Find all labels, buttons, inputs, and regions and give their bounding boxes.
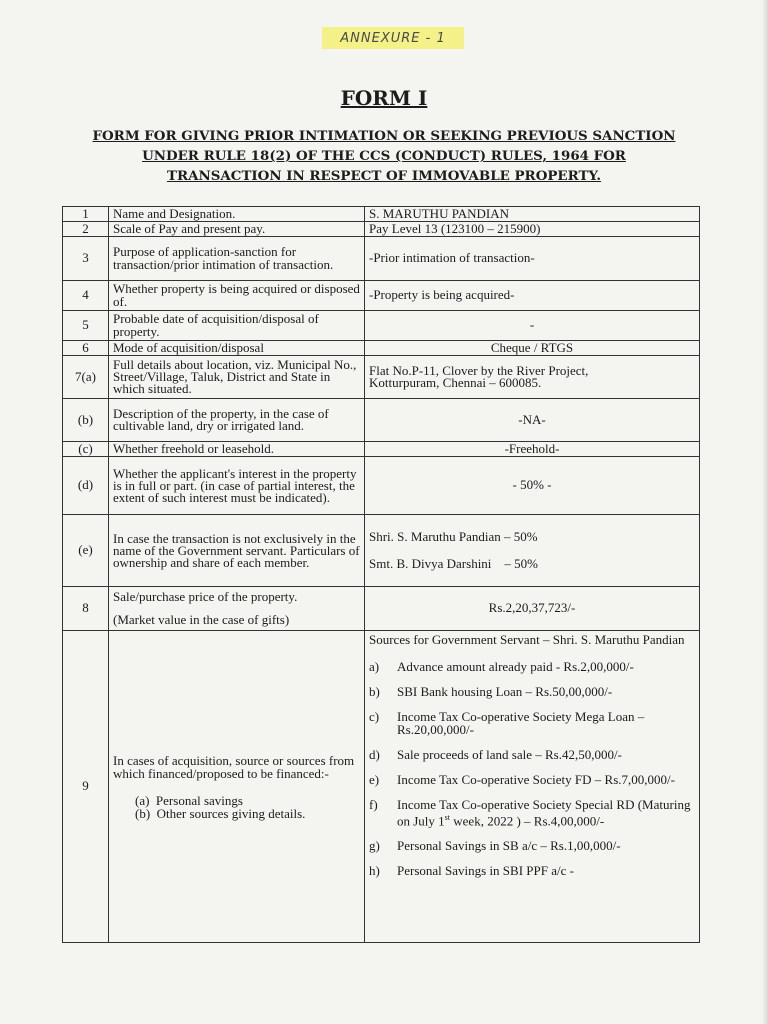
item-label: g) <box>369 838 380 854</box>
row-question: Whether the applicant's interest in the property is in full or part. (in case of partial interest, the extent of such interest must be indicated). <box>109 457 365 515</box>
row-answer: -Freehold- <box>365 442 700 457</box>
row-number: 8 <box>63 587 109 631</box>
row-answer: -Prior intimation of transaction- <box>365 237 700 281</box>
item-label: a) <box>369 659 380 674</box>
table-row <box>63 281 700 311</box>
superscript: st <box>444 813 451 822</box>
row-question: Scale of Pay and present pay. <box>109 222 365 237</box>
table-row <box>63 356 700 399</box>
row-question <box>109 631 365 943</box>
form-heading-line: TRANSACTION IN RESPECT OF IMMOVABLE PROPERTY. <box>167 168 601 184</box>
form-table <box>62 206 700 943</box>
table-row <box>63 237 700 281</box>
item-text: SBI Bank housing Loan – Rs.50,00,000/- <box>397 684 613 699</box>
table-row <box>63 515 700 587</box>
sub-item: (b) Other sources giving details. <box>135 805 306 821</box>
list-item <box>369 685 695 698</box>
annexure-label: ANNEXURE - 1 <box>340 30 446 46</box>
row-question: Purpose of application-sanction for transaction/prior intimation of transaction. <box>109 237 365 281</box>
row-answer: -Property is being acquired- <box>365 281 700 311</box>
table-row <box>63 631 700 943</box>
row-number: 7(a) <box>63 356 109 399</box>
table-row <box>63 311 700 341</box>
item-label: c) <box>369 709 380 724</box>
form-heading-line: UNDER RULE 18(2) OF THE CCS (CONDUCT) RULES, 1964 FOR <box>142 148 626 164</box>
row-answer <box>365 356 700 399</box>
item-text: Sale proceeds of land sale – Rs.42,50,000/- <box>397 747 622 762</box>
row-number: (d) <box>63 457 109 515</box>
row-question: Name and Designation. <box>109 207 365 222</box>
row-question <box>109 587 365 631</box>
sub-items <box>113 794 360 820</box>
row-number: 6 <box>63 341 109 356</box>
row-answer: - <box>365 311 700 341</box>
row-question: Full details about location, viz. Municipal No., Street/Village, Taluk, District and State in which situated. <box>109 356 365 399</box>
item-label: f) <box>369 797 378 812</box>
row-answer: Cheque / RTGS <box>365 341 700 356</box>
row-answer: S. MARUTHU PANDIAN <box>365 207 700 222</box>
row-question: In case the transaction is not exclusively in the name of the Government servant. Particulars of ownership and share of each member. <box>109 515 365 587</box>
item-text-part: Income Tax Co-operative Society Special RD (Maturing on July 1 <box>397 797 691 829</box>
table-row <box>63 207 700 222</box>
item-text-part: week, 2022 ) – Rs.4,00,000/- <box>450 813 605 829</box>
row-answer <box>365 631 700 943</box>
item-text: Advance amount already paid - Rs.2,00,000/- <box>397 659 634 674</box>
list-item <box>369 748 695 761</box>
row-answer: Rs.2,20,37,723/- <box>365 587 700 631</box>
row-number: (c) <box>63 442 109 457</box>
item-text: Income Tax Co-operative Society FD – Rs.7,00,000/- <box>397 772 675 787</box>
table-row <box>63 587 700 631</box>
address-line: Flat No.P-11, Clover by the River Project, <box>369 362 589 378</box>
item-label: h) <box>369 863 380 879</box>
row-number: 2 <box>63 222 109 237</box>
table-row <box>63 222 700 237</box>
sub-item: (a) Personal savings <box>135 792 243 808</box>
question-line: Sale/purchase price of the property. <box>113 589 298 604</box>
table-row <box>63 399 700 442</box>
row-number: 3 <box>63 237 109 281</box>
question-text: In cases of acquisition, source or sources from which financed/proposed to be financed:- <box>113 752 355 781</box>
item-text <box>397 798 695 827</box>
row-answer <box>365 515 700 587</box>
list-item <box>369 773 695 786</box>
row-number: 5 <box>63 311 109 341</box>
row-question: Mode of acquisition/disposal <box>109 341 365 356</box>
list-item <box>369 660 695 673</box>
item-label: b) <box>369 684 380 699</box>
item-text: Personal Savings in SBI PPF a/c - <box>397 863 574 879</box>
sources-heading: Sources for Government Servant – Shri. S. Maruthu Pandian <box>369 632 685 647</box>
row-answer: Pay Level 13 (123100 – 215900) <box>365 222 700 237</box>
row-question: Description of the property, in the case of cultivable land, dry or irrigated land. <box>109 399 365 442</box>
list-item <box>369 864 695 877</box>
list-item <box>369 839 695 852</box>
item-label: d) <box>369 747 380 762</box>
address-line: Kotturpuram, Chennai – 600085. <box>369 375 542 390</box>
table-row <box>63 457 700 515</box>
row-question: Probable date of acquisition/disposal of property. <box>109 311 365 341</box>
row-number: 1 <box>63 207 109 222</box>
row-number: (b) <box>63 399 109 442</box>
form-title: FORM I <box>340 86 428 110</box>
form-heading <box>60 126 708 186</box>
row-number: (e) <box>63 515 109 587</box>
form-heading-line: FORM FOR GIVING PRIOR INTIMATION OR SEEKING PREVIOUS SANCTION <box>92 128 676 144</box>
row-answer: -NA- <box>365 399 700 442</box>
list-item <box>369 798 695 827</box>
annexure-highlight <box>322 27 464 49</box>
sources-list <box>369 646 695 877</box>
row-answer: - 50% - <box>365 457 700 515</box>
table-row <box>63 442 700 457</box>
page-edge-shadow <box>762 0 768 1024</box>
row-number: 9 <box>63 631 109 943</box>
ownership-line: Shri. S. Maruthu Pandian – 50% <box>369 529 538 544</box>
table-row <box>63 341 700 356</box>
item-text: Income Tax Co-operative Society Mega Loan – Rs.20,00,000/- <box>397 709 645 737</box>
list-item <box>369 710 695 736</box>
row-number: 4 <box>63 281 109 311</box>
row-question: Whether property is being acquired or disposed of. <box>109 281 365 311</box>
row-question: Whether freehold or leasehold. <box>109 442 365 457</box>
question-line: (Market value in the case of gifts) <box>113 611 290 627</box>
item-text: Personal Savings in SB a/c – Rs.1,00,000/- <box>397 838 621 854</box>
item-label: e) <box>369 772 380 787</box>
ownership-line: Smt. B. Divya Darshini – 50% <box>369 555 538 571</box>
